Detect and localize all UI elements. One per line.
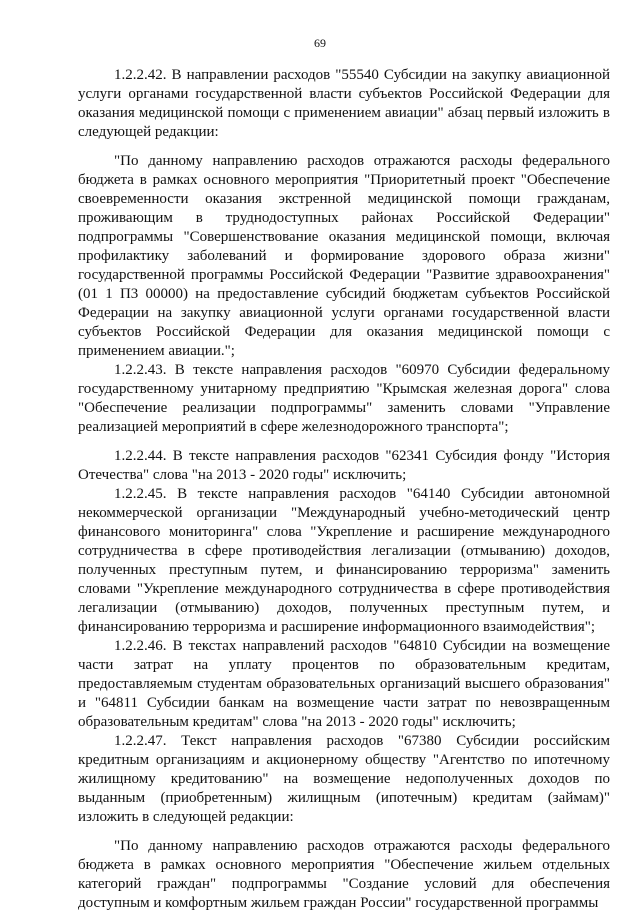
- quoted-paragraph-67380: "По данному направлению расходов отражаются расходы федерального бюджета в рамках основного мероприятия "Обеспечение жильем отдельных категорий граждан" подпрограммы "Создание условий для обеспечения доступным и комфортным жильем граждан России" государственной программы: [78, 838, 610, 911]
- quoted-paragraph-55540: "По данному направлению расходов отражаются расходы федерального бюджета в рамках основного мероприятия "Приоритетный проект "Обеспечение своевременности оказания экстренной медицинской помощи гражданам, проживающим в труднодоступных районах Российской Федерации" подпрограммы "Совершенствование оказания медицинской помощи, включая профилактику заболеваний и формирование здорового образа жизни" государственной программы Российской Федерации "Развитие здравоохранения" (01 1 П3 00000) на предоставление субсидий бюджетам субъектов Российской Федерации на закупку авиационной услуги органами государственной власти субъектов Российской Федерации для оказания медицинской помощи с применением авиации.";: [78, 153, 610, 359]
- paragraph-1-2-2-47: 1.2.2.47. Текст направления расходов "67380 Субсидии российским кредитным организациям и акционерному обществу "Агентство по ипотечному жилищному кредитованию" на возмещение недополученных доходов по выданным (приобретенным) жилищным (ипотечным) кредитам (займам)" изложить в следующей редакции:: [78, 733, 610, 825]
- page-number: 69: [314, 36, 326, 50]
- paragraph-1-2-2-45: 1.2.2.45. В тексте направления расходов "64140 Субсидии автономной некоммерческой организации "Международный учебно-методический центр финансового мониторинга" слова "Укрепление и расширение международного сотрудничества в сфере противодействия легализации (отмыванию) доходов, полученных преступным путем, и финансированию терроризма" заменить словами "Укрепление международного сотрудничества в сфере противодействия легализации (отмыванию) доходов, полученных преступным путем, и финансированию терроризма и расширение информационного взаимодействия";: [78, 486, 610, 635]
- document-body: [78, 66, 610, 913]
- paragraph-1-2-2-43: 1.2.2.43. В тексте направления расходов "60970 Субсидии федеральному государственному унитарному предприятию "Крымская железная дорога" слова "Обеспечение реализации подпрограммы" заменить словами "Управление реализацией мероприятий в сфере железнодорожного транспорта";: [78, 362, 610, 435]
- paragraph-1-2-2-44: 1.2.2.44. В тексте направления расходов "62341 Субсидия фонду "История Отечества" слова "на 2013 - 2020 годы" исключить;: [78, 448, 610, 483]
- paragraph-1-2-2-42: 1.2.2.42. В направлении расходов "55540 Субсидии на закупку авиационной услуги органами государственной власти субъектов Российской Федерации для оказания медицинской помощи с применением авиации" абзац первый изложить в следующей редакции:: [78, 67, 610, 140]
- paragraph-1-2-2-46: 1.2.2.46. В текстах направлений расходов "64810 Субсидии на возмещение части затрат на уплату процентов по образовательным кредитам, предоставляемым студентам образовательных организаций высшего образования" и "64811 Субсидии банкам на возмещение части затрат по невозвращенным образовательным кредитам" слова "на 2013 - 2020 годы" исключить;: [78, 638, 610, 730]
